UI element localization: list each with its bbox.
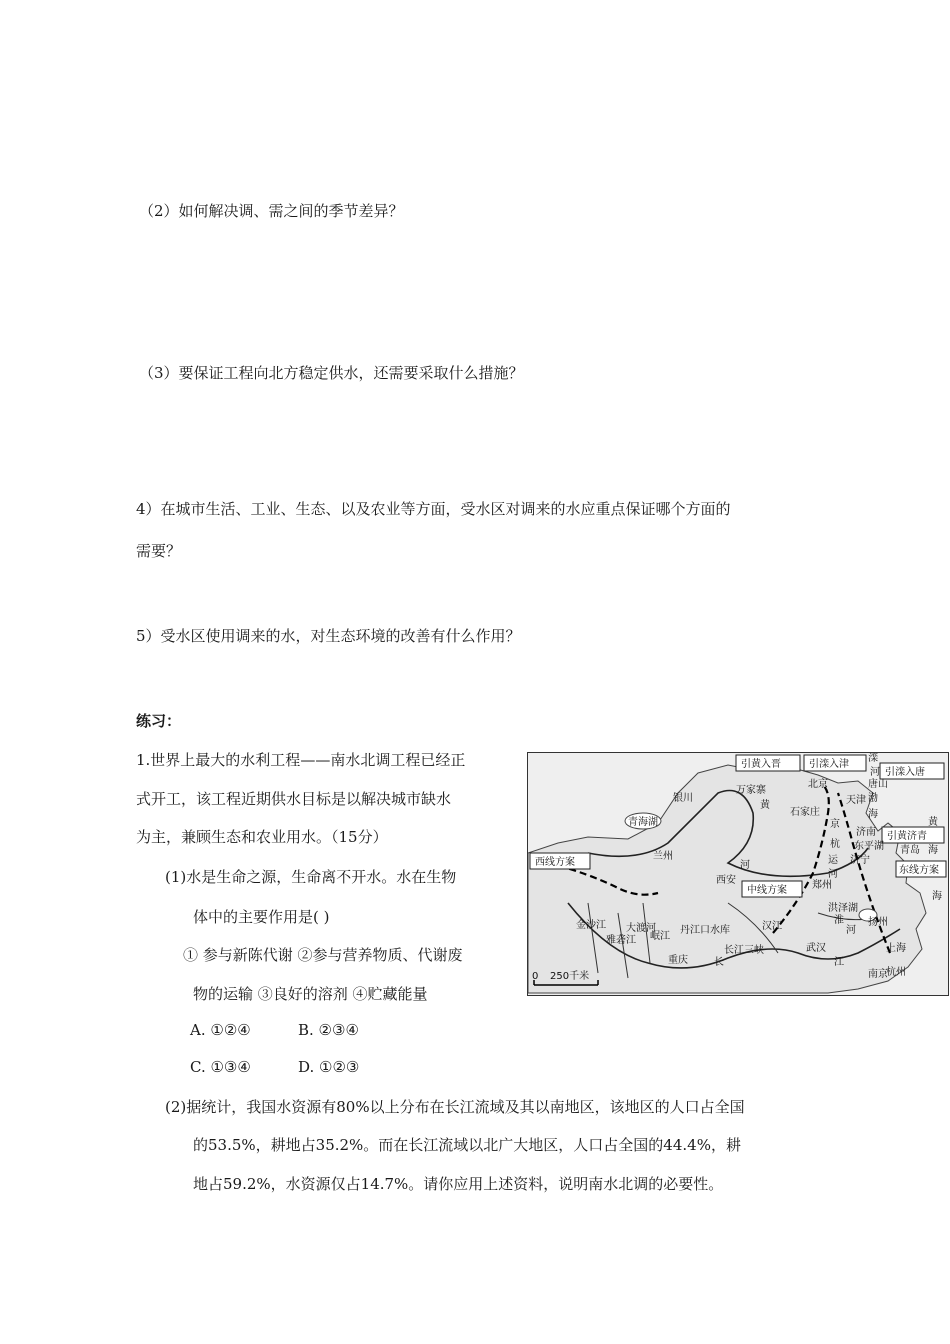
label-jing: 京 bbox=[830, 819, 840, 830]
subquestion-1-options-line-1: ① 参与新陈代谢 ②参与营养物质、代谢废 bbox=[183, 946, 463, 964]
label-huang-river: 黄 bbox=[760, 800, 770, 811]
exercise-heading: 练习： bbox=[136, 712, 182, 730]
route-label-yinluan-jin: 引滦入津 bbox=[809, 759, 849, 770]
label-yun: 运 bbox=[828, 855, 838, 866]
label-hongzehu: 洪泽湖 bbox=[828, 903, 858, 914]
subquestion-1-options-line-2: 物的运输 ③良好的溶剂 ④贮藏能量 bbox=[193, 985, 428, 1003]
question-2: （2）如何解决调、需之间的季节差异？ bbox=[139, 202, 404, 220]
question-5: 5）受水区使用调来的水，对生态环境的改善有什么作用？ bbox=[136, 627, 521, 645]
label-jinsha-river: 金沙江 bbox=[576, 920, 606, 931]
label-huai: 淮 bbox=[834, 915, 844, 926]
exercise-intro-line-1: 1.世界上最大的水利工程——南水北调工程已经正 bbox=[136, 751, 466, 769]
south-north-water-diversion-map bbox=[527, 752, 949, 996]
label-danjiangkou: 丹江口水库 bbox=[680, 925, 730, 936]
label-xian: 西安 bbox=[716, 875, 736, 886]
label-hang: 杭 bbox=[830, 839, 840, 850]
route-label-yinhuang-jin: 引黄入晋 bbox=[741, 759, 781, 770]
label-min-river: 岷江 bbox=[650, 931, 670, 942]
subquestion-1-line-1: (1)水是生命之源，生命离不开水。水在生物 bbox=[165, 868, 457, 886]
label-huang-sea: 黄 bbox=[928, 817, 938, 828]
subquestion-2-line-2: 的53.5%，耕地占35.2%。而在长江流域以北广大地区，人口占全国的44.4%，耕 bbox=[193, 1136, 741, 1154]
label-huang-sea-hai: 海 bbox=[928, 845, 938, 856]
label-dadu-river: 大渡河 bbox=[626, 923, 656, 934]
subquestion-2-line-3: 地占59.2%，水资源仅占14.7%。请你应用上述资料，说明南水北调的必要性。 bbox=[193, 1175, 724, 1193]
label-lanzhou: 兰州 bbox=[653, 851, 673, 862]
route-label-middle: 中线方案 bbox=[747, 885, 787, 896]
label-yun-he: 河 bbox=[828, 869, 838, 880]
label-shanghai: 上海 bbox=[886, 943, 906, 954]
label-jinan: 济南 bbox=[856, 827, 876, 838]
route-label-west: 西线方案 bbox=[535, 857, 575, 868]
label-chongqing: 重庆 bbox=[668, 955, 688, 966]
label-beijing: 北京 bbox=[808, 779, 828, 790]
label-shijiazhuang: 石家庄 bbox=[790, 807, 820, 818]
label-han-river: 汉江 bbox=[762, 921, 782, 932]
label-chang: 长 bbox=[714, 957, 724, 968]
label-tianjin: 天津 bbox=[846, 795, 866, 806]
exercise-intro-line-2: 式开工，该工程近期供水目标是以解决城市缺水 bbox=[136, 790, 452, 808]
choice-a: A. ①②④ bbox=[190, 1021, 251, 1039]
label-wuhan: 武汉 bbox=[806, 943, 826, 954]
label-east-sea: 海 bbox=[932, 891, 942, 902]
choice-b: B. ②③④ bbox=[298, 1021, 359, 1039]
label-tangshan: 唐山 bbox=[868, 779, 888, 790]
label-nanjing: 南京 bbox=[868, 969, 888, 980]
exercise-intro-line-3: 为主，兼顾生态和农业用水。（15分） bbox=[136, 828, 388, 846]
label-luan-he: 河 bbox=[870, 767, 880, 778]
label-huang-river-he: 河 bbox=[740, 860, 750, 871]
route-label-yinhuang-jiqing: 引黄济青 bbox=[887, 831, 927, 842]
label-yangzhou: 扬州 bbox=[868, 917, 888, 928]
route-label-yinluan-tang: 引滦入唐 bbox=[885, 767, 925, 778]
label-wanjiazhai: 万家寨 bbox=[736, 785, 766, 796]
label-qinghai-lake: 青海湖 bbox=[628, 817, 658, 828]
subquestion-1-line-2: 体中的主要作用是( ) bbox=[193, 908, 330, 926]
label-zhengzhou: 郑州 bbox=[812, 880, 832, 891]
label-yalong-river: 雅砻江 bbox=[606, 935, 636, 946]
label-hangzhou: 杭州 bbox=[886, 967, 906, 978]
label-dongpinghu: 东平湖 bbox=[854, 841, 884, 852]
scale-distance: 250千米 bbox=[550, 971, 590, 982]
question-4-line-2: 需要？ bbox=[136, 542, 182, 560]
label-jining: 济宁 bbox=[850, 855, 870, 866]
label-luan: 滦 bbox=[868, 753, 878, 764]
subquestion-2-line-1: (2)据统计，我国水资源有80%以上分布在长江流域及其以南地区，该地区的人口占全国 bbox=[165, 1098, 745, 1116]
label-qingdao: 青岛 bbox=[900, 845, 920, 856]
route-label-east: 东线方案 bbox=[899, 865, 939, 876]
map-svg bbox=[528, 753, 948, 995]
label-huai-he: 河 bbox=[846, 925, 856, 936]
question-4-line-1: 4）在城市生活、工业、生态、以及农业等方面，受水区对调来的水应重点保证哪个方面的 bbox=[136, 500, 731, 518]
question-3: （3）要保证工程向北方稳定供水，还需要采取什么措施？ bbox=[139, 364, 524, 382]
label-chang-jiang: 江 bbox=[834, 957, 844, 968]
label-sanxia: 长江三峡 bbox=[724, 945, 764, 956]
choice-c: C. ①③④ bbox=[190, 1058, 251, 1076]
label-bo: 渤 bbox=[868, 793, 878, 804]
label-yinchuan: 银川 bbox=[673, 793, 693, 804]
scale-zero: 0 bbox=[532, 971, 539, 982]
label-bo-hai: 海 bbox=[868, 809, 878, 820]
choice-d: D. ①②③ bbox=[298, 1058, 360, 1076]
